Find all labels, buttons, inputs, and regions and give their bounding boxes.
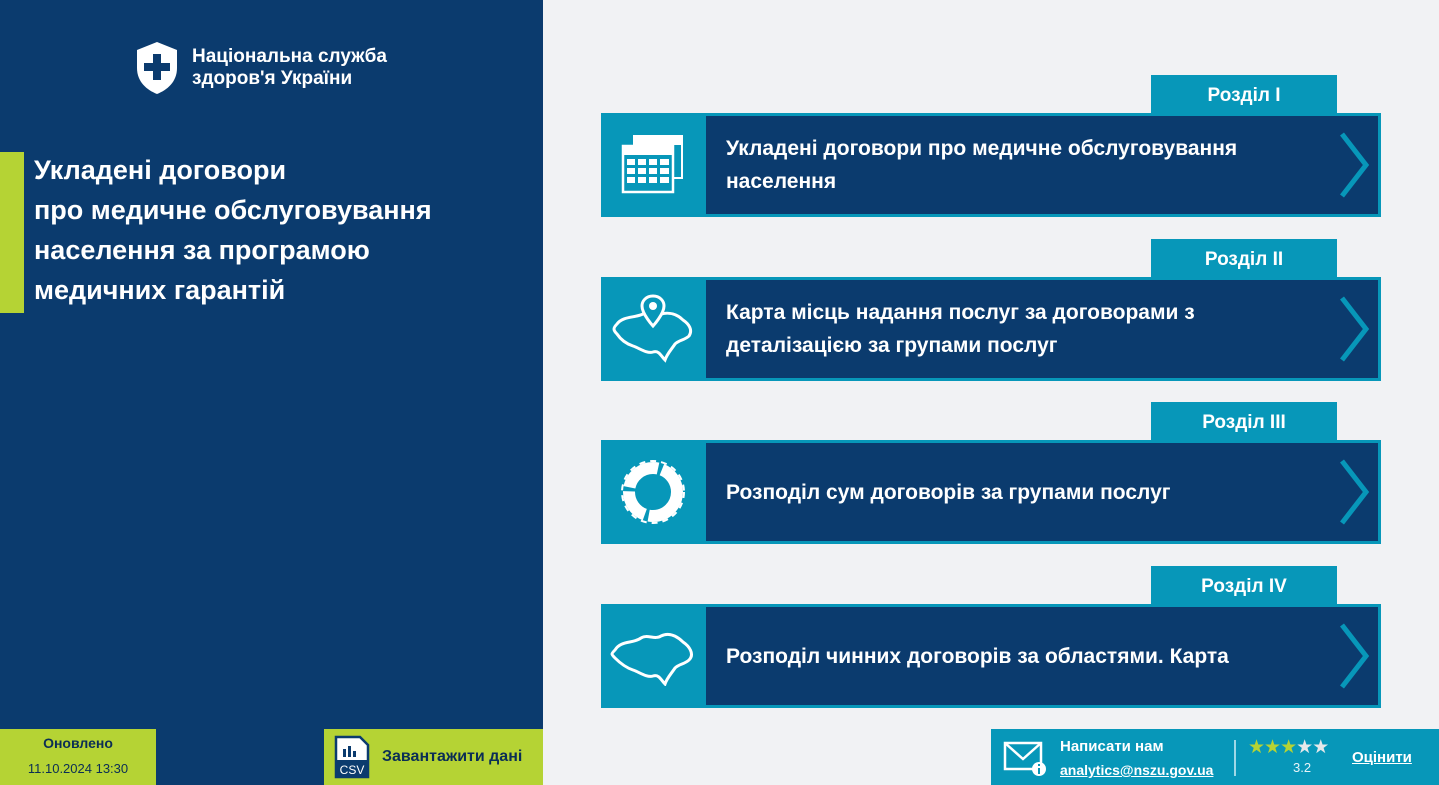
section-tab: Розділ I <box>1151 75 1337 113</box>
email-link[interactable]: analytics@nszu.gov.ua <box>1060 762 1214 778</box>
chevron-right-icon <box>1338 294 1370 364</box>
star-filled-icon: ★ <box>1264 737 1281 758</box>
updated-date: 11.10.2024 13:30 <box>27 761 129 776</box>
star-filled-icon: ★ <box>1248 737 1265 758</box>
section-1 <box>601 75 1381 217</box>
title-accent-bar <box>0 152 24 313</box>
section-title <box>726 280 1316 378</box>
updated-box <box>0 729 156 785</box>
download-data-button[interactable] <box>324 729 543 785</box>
section-title-line: Укладені договори про медичне обслуговування <box>726 137 1238 160</box>
rating-value: 3.2 <box>1293 760 1312 775</box>
section-title-line: деталізацією за групами послуг <box>726 334 1058 357</box>
left-panel <box>0 0 543 785</box>
section-title <box>726 116 1316 214</box>
chevron-right-icon <box>1338 130 1370 200</box>
updated-label: Оновлено <box>43 735 113 751</box>
csv-icon-text: CSV <box>339 763 365 777</box>
section-title-line: населення <box>726 170 837 193</box>
footer-divider <box>1234 740 1236 776</box>
section-tab: Розділ II <box>1151 239 1337 277</box>
donut-chart-icon <box>620 459 686 525</box>
page-title-line: про медичне обслуговування <box>34 195 432 225</box>
section-tab: Розділ IV <box>1151 566 1337 604</box>
mail-info-icon <box>1003 741 1047 777</box>
section-title <box>726 607 1316 705</box>
chevron-right-icon <box>1338 621 1370 691</box>
csv-file-icon <box>334 735 370 779</box>
chevron-right-icon <box>1338 457 1370 527</box>
org-name <box>192 46 387 90</box>
org-name-line1: Національна служба <box>192 46 387 67</box>
org-name-line2: здоров'я України <box>192 68 353 89</box>
page-title-line: Укладені договори <box>34 155 287 185</box>
star-empty-icon: ★ <box>1312 737 1329 758</box>
section-tab: Розділ III <box>1151 402 1337 440</box>
section-2 <box>601 239 1381 381</box>
page-title <box>34 150 514 310</box>
section-title <box>726 443 1316 541</box>
section-1-link[interactable] <box>601 113 1381 217</box>
section-3 <box>601 402 1381 544</box>
section-title-line: Розподіл чинних договорів за областями. Карта <box>726 644 1229 668</box>
rating-stars <box>1248 738 1328 758</box>
contact-rating-bar <box>991 729 1439 785</box>
section-title-line: Розподіл сум договорів за групами послуг <box>726 480 1171 504</box>
section-3-link[interactable] <box>601 440 1381 544</box>
org-logo <box>134 40 387 96</box>
calendar-icon <box>620 134 686 196</box>
write-us-label: Написати нам <box>1060 738 1164 755</box>
rate-link[interactable]: Оцінити <box>1352 749 1412 766</box>
section-4 <box>601 566 1381 708</box>
section-title-line: Карта місць надання послуг за договорами з <box>726 301 1195 324</box>
shield-cross-icon <box>134 40 180 96</box>
section-2-link[interactable] <box>601 277 1381 381</box>
star-filled-icon: ★ <box>1280 737 1297 758</box>
download-label: Завантажити дані <box>382 748 523 765</box>
page-title-line: медичних гарантій <box>34 275 286 305</box>
map-pin-icon <box>609 294 697 364</box>
page-title-line: населення за програмою <box>34 235 370 265</box>
ukraine-map-icon <box>609 626 697 686</box>
star-empty-icon: ★ <box>1296 737 1313 758</box>
section-4-link[interactable] <box>601 604 1381 708</box>
